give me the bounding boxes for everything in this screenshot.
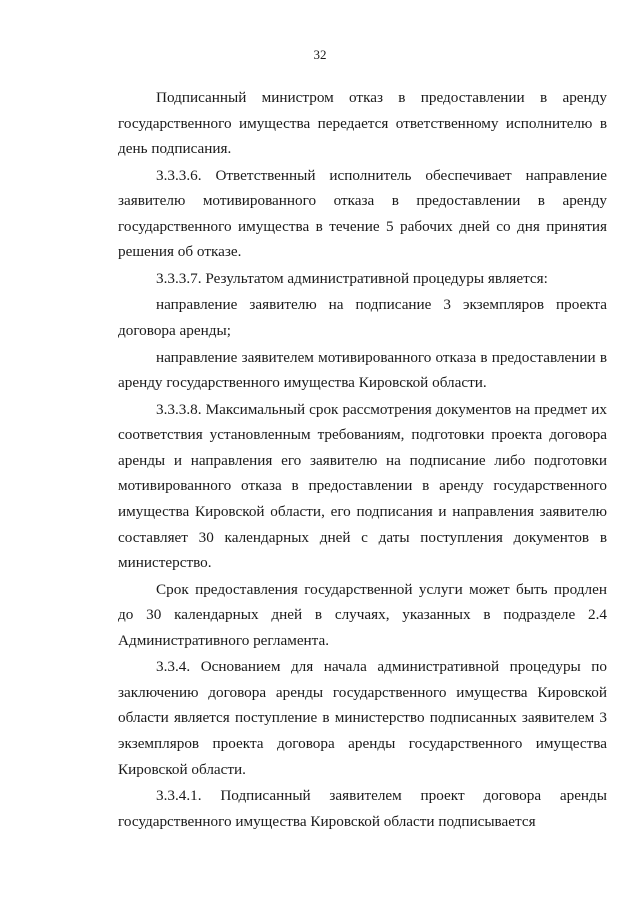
paragraph-3-3-4: 3.3.4. Основанием для начала административной процедуры по заключению договора аренды государственного имущества Кировской области является поступление в министерство подписанных заявителем 3 экземпляров проекта договора аренды государственного имущества Кировской области. <box>118 658 607 778</box>
page-number: 32 <box>313 47 327 62</box>
paragraph-refusal-transfer: Подписанный министром отказ в предоставлении в аренду государственного имущества передается ответственному исполнителю в день подписания. <box>118 89 607 158</box>
paragraph-3-3-4-1: 3.3.4.1. Подписанный заявителем проект договора аренды государственного имущества Кировской области подписывается <box>118 787 607 830</box>
paragraph-3-3-3-6: 3.3.3.6. Ответственный исполнитель обеспечивает направление заявителю мотивированного отказа в предоставлении в аренду государственного имущества в течение 5 рабочих дней со дня принятия решения об отказе. <box>118 166 607 261</box>
paragraph-3-3-3-8: 3.3.3.8. Максимальный срок рассмотрения документов на предмет их соответствия установленным требованиям, подготовки проекта договора аренды и направления его заявителю на подписание либо подготовки мотивированного отказа в предоставлении в аренду государственного имущества Кировской области, его подписания и направления заявителю составляет 30 календарных дней с даты поступления документов в министерство. <box>118 400 607 572</box>
paragraph-result-item-1: направление заявителю на подписание 3 экземпляров проекта договора аренды; <box>118 296 607 340</box>
paragraph-3-3-3-7: 3.3.3.7. Результатом административной процедуры является: <box>156 269 548 287</box>
paragraph-result-item-2: направление заявителем мотивированного отказа в предоставлении в аренду государственного имущества Кировской области. <box>118 348 607 392</box>
document-body <box>118 85 607 835</box>
paragraph-extension: Срок предоставления государственной услуги может быть продлен до 30 календарных дней в случаях, указанных в подразделе 2.4 Административного регламента. <box>118 580 607 649</box>
